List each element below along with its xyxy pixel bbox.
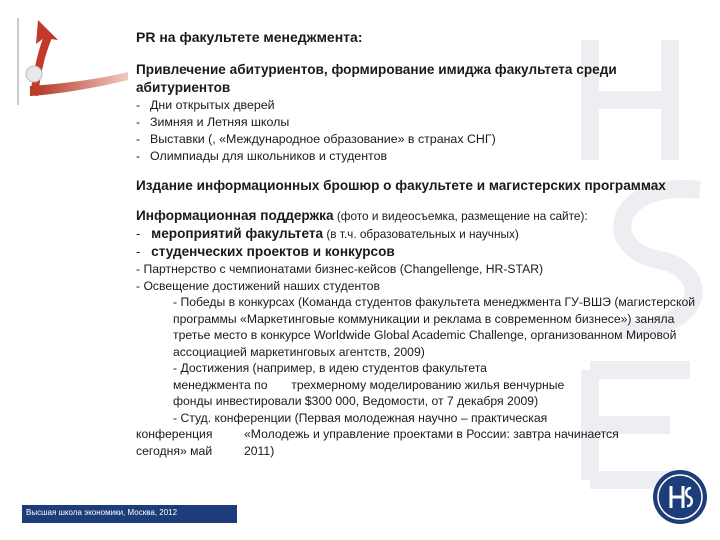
section-applicants-heading: Привлечение абитуриентов, формирование имиджа факультета среди абитуриентов <box>136 62 617 95</box>
section-info-support <box>136 207 696 459</box>
info-support-lead: Информационная поддержка <box>136 208 334 223</box>
list-item: - Олимпиады для школьников и студентов <box>136 148 696 165</box>
info-item-events: - мероприятий факультета (в т.ч. образовательных и научных) <box>136 226 519 241</box>
conference-lines: конференция «Молодежь и управление проектами в России: завтра начинается сегодня» май 2011) <box>136 427 619 458</box>
section-applicants <box>136 61 696 165</box>
achievement-example: - Достижения (например, в идею студентов факультета менеджмента по трехмерному моделированию жилья венчурные фонды инвестировали $300 000, Ведомости, от 7 декабря 2009) - Студ. конференции (Первая молодежная научно – практическая <box>173 361 565 425</box>
list-item: - Зимняя и Летняя школы <box>136 114 696 131</box>
list-item: - Выставки (, «Международное образование» в странах СНГ) <box>136 131 696 148</box>
info-item-projects: - студенческих проектов и конкурсов <box>136 244 395 259</box>
slide-content <box>136 28 696 459</box>
slide-title: PR на факультете менеджмента: <box>136 29 363 45</box>
section-brochures <box>136 177 696 195</box>
section-brochures-heading: Издание информационных брошюр о факультете и магистерских программах <box>136 178 666 193</box>
hse-seal-logo <box>651 468 709 526</box>
partnership-line: - Партнерство с чемпионатами бизнес-кейсов (Changellenge, HR-STAR) <box>136 262 544 276</box>
list-item: - Дни открытых дверей <box>136 97 696 114</box>
footer-text: Высшая школа экономики, Москва, 2012 <box>26 508 178 517</box>
growth-arrow-logo <box>0 0 130 110</box>
info-support-lead-note: (фото и видеосъемка, размещение на сайте): <box>333 209 588 223</box>
contest-wins: - Победы в конкурсах (Команда студентов факультета менеджмента ГУ-ВШЭ (магистерской программы «Маркетинговые коммуникации и реклама в современном бизнесе») заняла третье место в конкурсе Worldwide Global Academic Challenge, организованном Мировой ассоциацией маркетинговых агентств, 2009) <box>173 295 696 359</box>
achievements-line: - Освещение достижений наших студентов <box>136 278 380 293</box>
applicants-list <box>136 97 696 165</box>
